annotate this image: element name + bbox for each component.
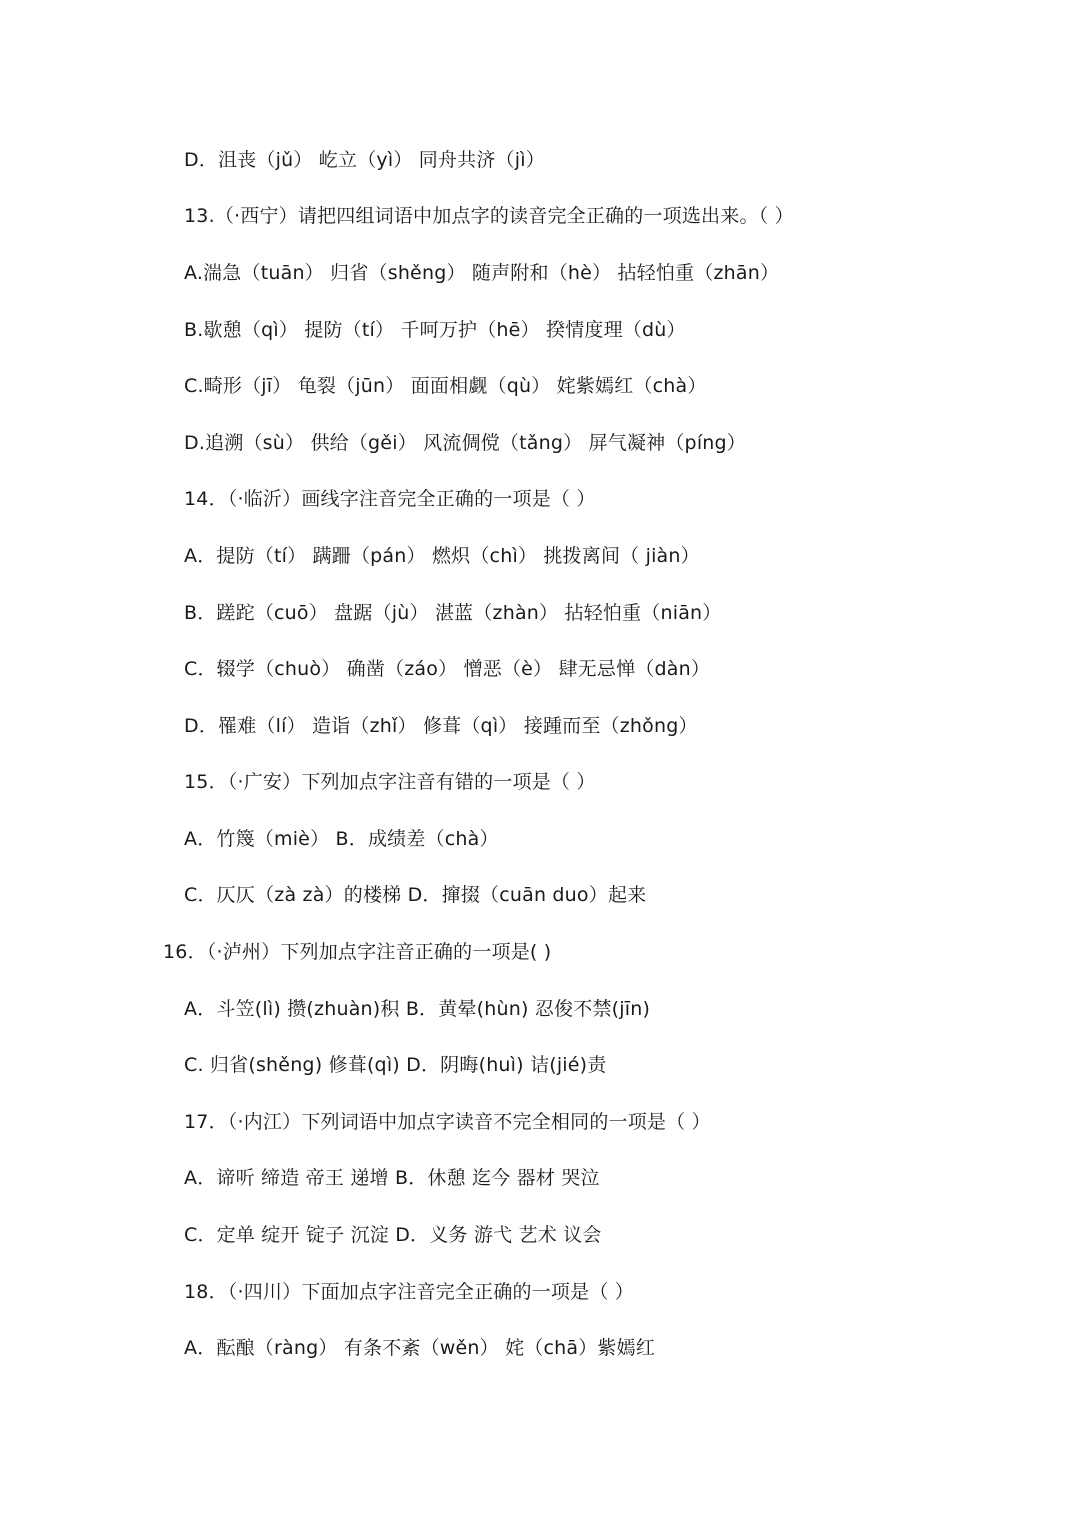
option-13-a: A.湍急（tuān） 归省（shěng） 随声附和（hè） 拈轻怕重（zhān） <box>184 262 780 284</box>
options-15-cd: C．仄仄（zà zà）的楼梯 D．撺掇（cuān duo）起来 <box>184 884 647 906</box>
question-15: 15．（·广安）下列加点字注音有错的一项是（ ） <box>184 771 596 793</box>
question-17: 17．（·内江）下列词语中加点字读音不完全相同的一项是（ ） <box>184 1111 711 1133</box>
options-17-ab: A．谛听 缔造 帝王 递增 B．休憩 迄今 器材 哭泣 <box>184 1167 600 1189</box>
option-18-a: A．酝酿（ràng） 有条不紊（wěn） 姹（chā）紫嫣红 <box>184 1337 656 1359</box>
option-14-d: D．罹难（lí） 造诣（zhǐ） 修葺（qì） 接踵而至（zhǒng） <box>184 715 698 737</box>
option-14-b: B．蹉跎（cuō） 盘踞（jù） 湛蓝（zhàn） 拈轻怕重（niān） <box>184 602 722 624</box>
question-14: 14．（·临沂）画线字注音完全正确的一项是（ ） <box>184 488 596 510</box>
options-17-cd: C．定单 绽开 锭子 沉淀 D．义务 游弋 艺术 议会 <box>184 1224 602 1246</box>
question-13: 13.（·西宁）请把四组词语中加点字的读音完全正确的一项选出来。（ ） <box>184 205 794 227</box>
options-15-ab: A．竹篾（miè） B．成绩差（chà） <box>184 828 499 850</box>
options-16-ab: A．斗笠(lì) 攒(zhuàn)积 B．黄晕(hùn) 忍俊不禁(jīn) <box>184 998 651 1020</box>
option-12-d: D．沮丧（jǔ） 屹立（yì） 同舟共济（jì） <box>184 149 545 171</box>
question-16: 16．（·泸州）下列加点字注音正确的一项是( ) <box>163 941 552 963</box>
option-14-c: C．辍学（chuò） 确凿（záo） 憎恶（è） 肆无忌惮（dàn） <box>184 658 711 680</box>
options-16-cd: C. 归省(shěng) 修葺(qì) D．阴晦(huì) 诘(jié)责 <box>184 1054 607 1076</box>
option-13-d: D.追溯（sù） 供给（gěi） 风流倜傥（tǎng） 屏气凝神（píng） <box>184 432 746 454</box>
option-13-c: C.畸形（jī） 龟裂（jūn） 面面相觑（qù） 姹紫嫣红（chà） <box>184 375 707 397</box>
option-13-b: B.歇憩（qì） 提防（tí） 千呵万护（hē） 揆情度理（dù） <box>184 319 686 341</box>
question-18: 18．（·四川）下面加点字注音完全正确的一项是（ ） <box>184 1281 634 1303</box>
option-14-a: A．提防（tí） 蹒跚（pán） 燃炽（chì） 挑拨离间（ jiàn） <box>184 545 700 567</box>
